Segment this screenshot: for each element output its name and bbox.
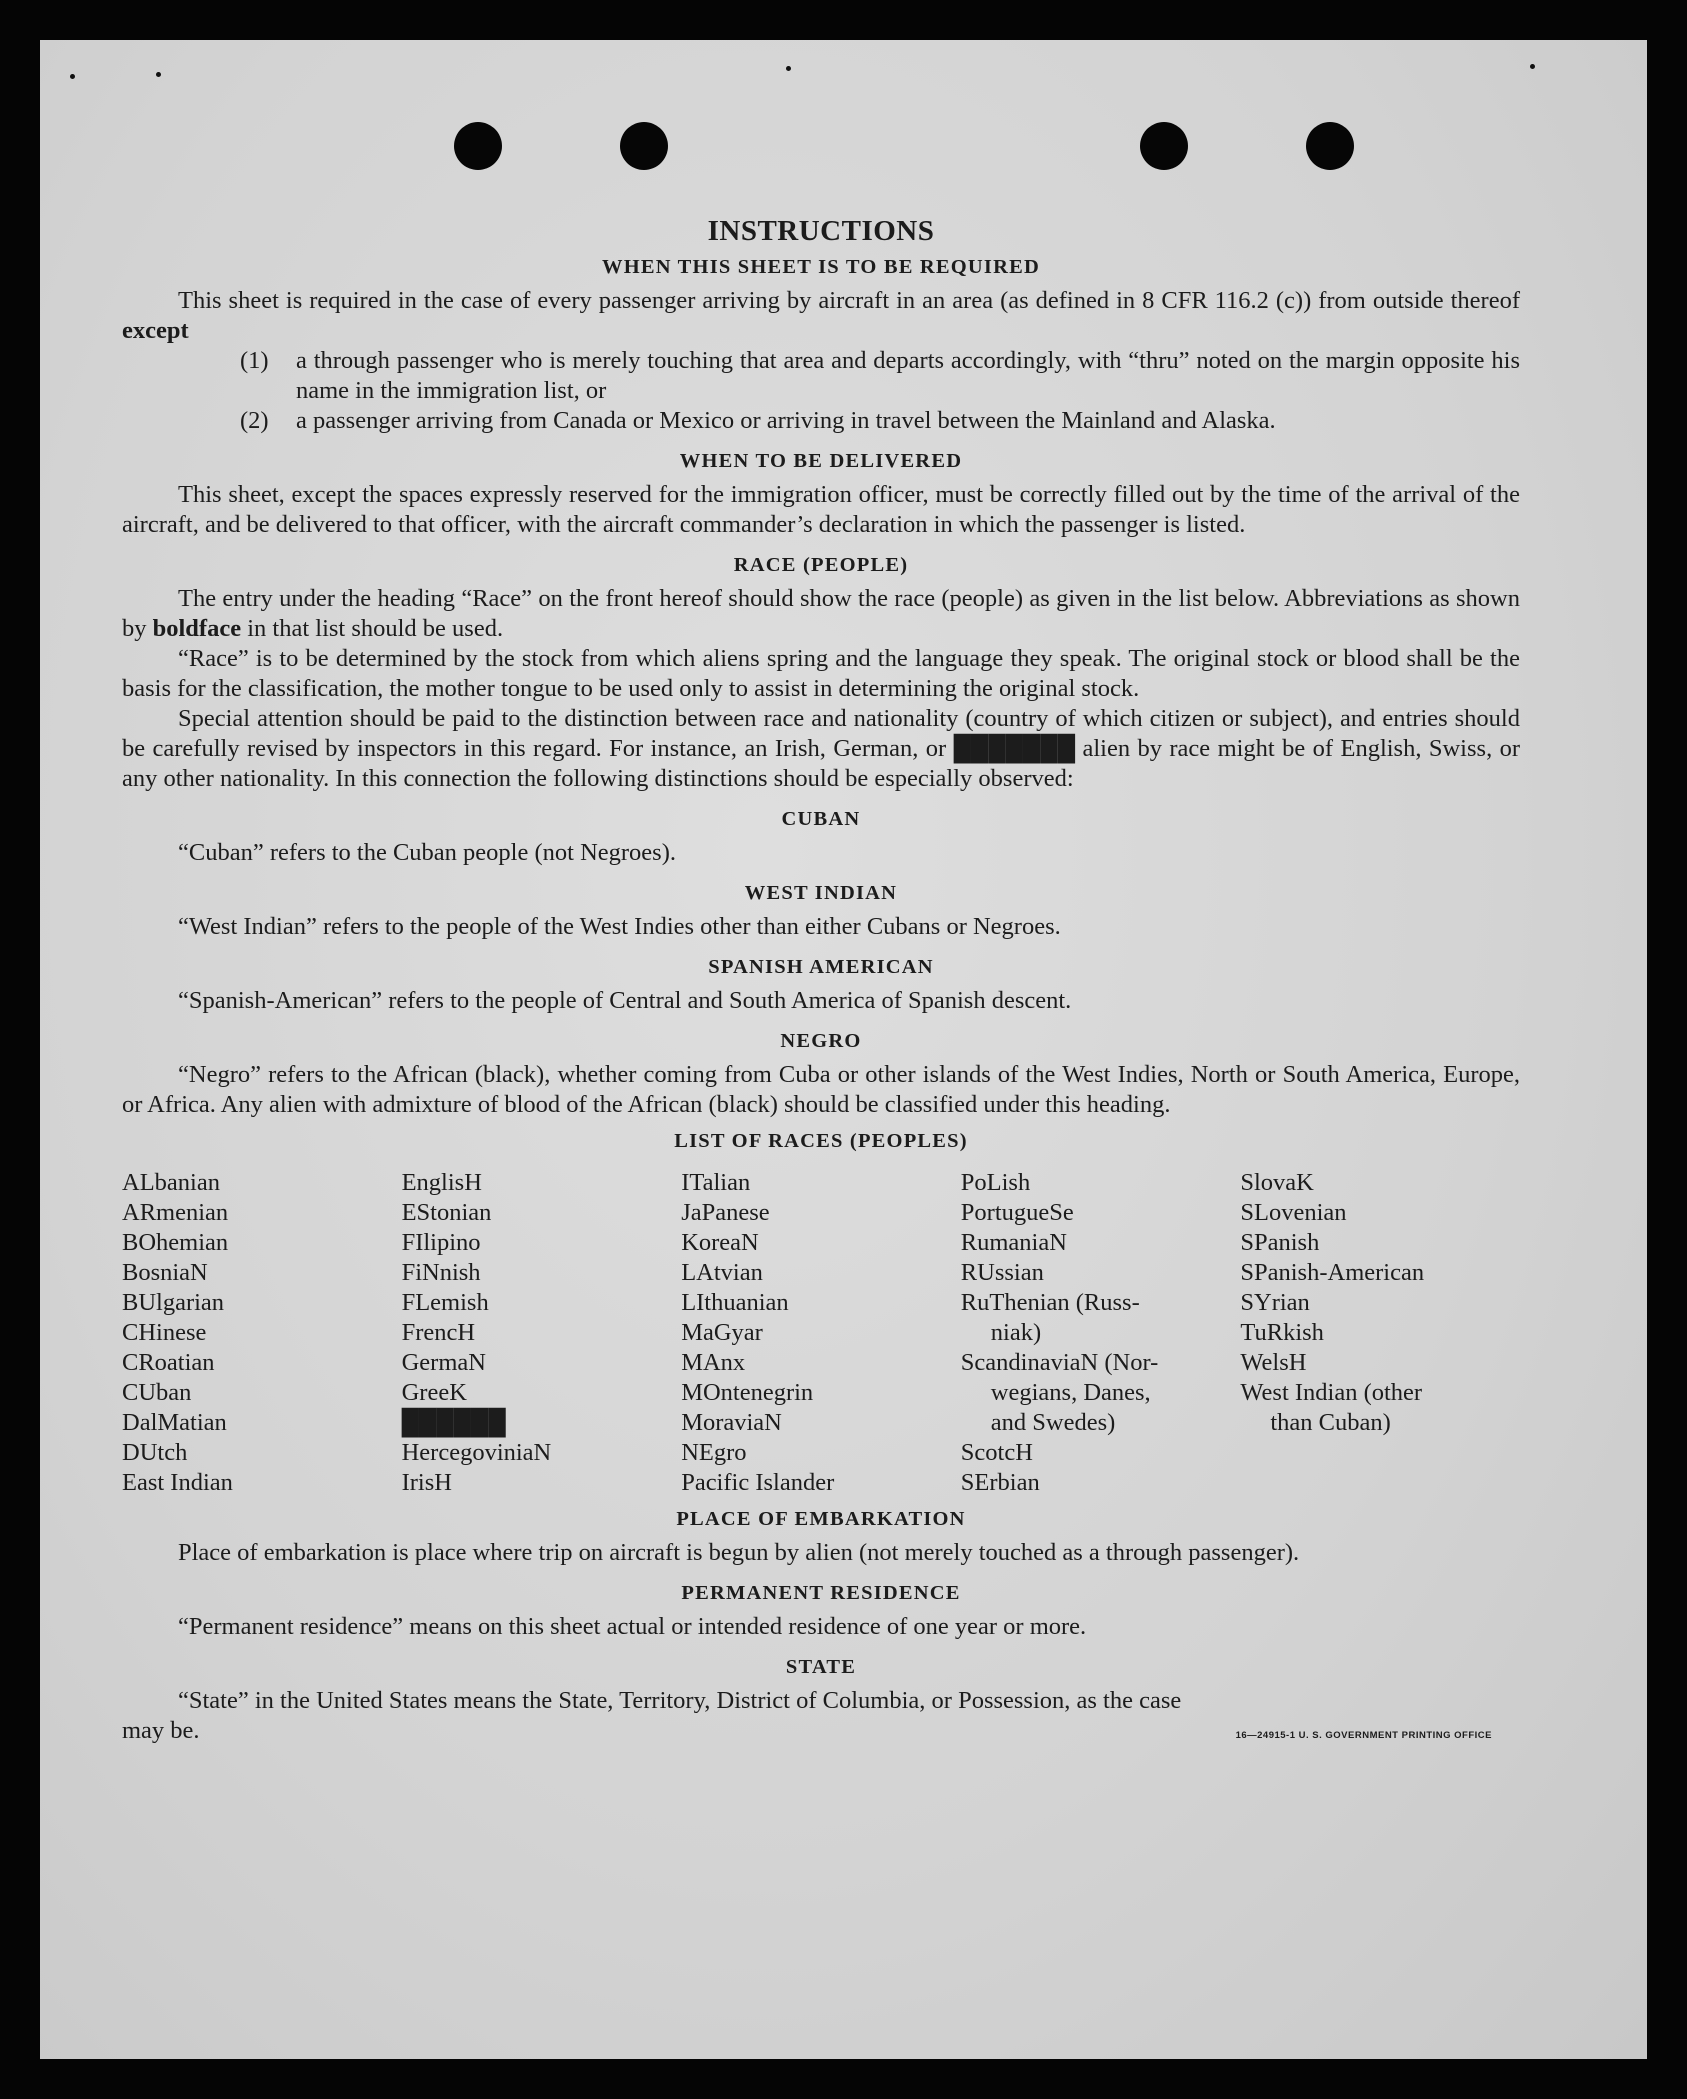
punch-hole xyxy=(620,122,668,170)
when-required-intro: This sheet is required in the case of every passenger arriving by aircraft in an area (as defined in 8 CFR 116.2 (c)) from outside thereof except xyxy=(122,287,1520,344)
state-footer-line xyxy=(122,1716,1520,1751)
races-list xyxy=(122,1168,1520,1498)
race-entry: GermaN xyxy=(401,1349,486,1376)
races-column xyxy=(402,1168,682,1498)
race-entry: RUssian xyxy=(960,1259,1044,1286)
instructions-content xyxy=(122,216,1520,1751)
race-entry: ScotcH xyxy=(960,1439,1033,1466)
race-paragraph-2: “Race” is to be determined by the stock from which aliens spring and the language they speak. The original stock or blood shall be the basis for the classification, the mother tongue to be used only to assist in determining the original stock. xyxy=(122,645,1520,702)
race-entry: DalMatian xyxy=(122,1409,227,1436)
race-entry: SYrian xyxy=(1240,1289,1310,1316)
document-sheet xyxy=(40,40,1647,2059)
race-entry: EnglisH xyxy=(401,1169,482,1196)
exception-item: (2) a passenger arriving from Canada or Mexico or arriving in travel between the Mainland and Alaska. xyxy=(240,407,1276,434)
negro-text: “Negro” refers to the African (black), whether coming from Cuba or other islands of the West Indies, North or South America, Europe, or Africa. Any alien with admixture of blood of the African (black) should be classified under this heading. xyxy=(122,1061,1520,1118)
dust-speck xyxy=(156,72,161,77)
state-heading: STATE xyxy=(785,1656,857,1678)
race-entry: SPanish-American xyxy=(1240,1259,1425,1286)
races-column xyxy=(681,1168,961,1498)
race-entry: RumaniaN xyxy=(960,1229,1067,1256)
races-column xyxy=(1240,1168,1520,1498)
race-entry: KoreaN xyxy=(681,1229,759,1256)
punch-hole xyxy=(1306,122,1354,170)
race-entry: IrisH xyxy=(401,1469,452,1496)
race-entry: RuThenian (Russ- xyxy=(960,1289,1140,1316)
embarkation-heading: PLACE OF EMBARKATION xyxy=(676,1508,966,1530)
race-entry: niak) xyxy=(990,1319,1042,1346)
when-required-heading: WHEN THIS SHEET IS TO BE REQUIRED xyxy=(602,256,1040,278)
race-entry: PortugueSe xyxy=(960,1199,1074,1226)
state-text-line1: “State” in the United States means the State, Territory, District of Columbia, or Possession, as the case xyxy=(178,1687,1182,1714)
race-entry: ITalian xyxy=(681,1169,751,1196)
race-entry: MoraviaN xyxy=(681,1409,782,1436)
race-entry: MOntenegrin xyxy=(681,1379,814,1406)
page-title: INSTRUCTIONS xyxy=(707,215,935,247)
race-entry: NEgro xyxy=(681,1439,747,1466)
race-entry: ALbanian xyxy=(122,1169,220,1196)
race-entry: HercegoviniaN xyxy=(401,1439,552,1466)
when-delivered-text: This sheet, except the spaces expressly reserved for the immigration officer, must be correctly filled out by the time of the arrival of the aircraft, and be delivered to that officer, with the aircraft commander’s declaration in which the passenger is listed. xyxy=(122,481,1520,538)
race-entry: ARmenian xyxy=(122,1199,229,1226)
spanish-american-text: “Spanish-American” refers to the people of Central and South America of Spanish descent. xyxy=(178,987,1072,1014)
race-entry: MaGyar xyxy=(681,1319,763,1346)
race-entry: JaPanese xyxy=(681,1199,770,1226)
cuban-heading: CUBAN xyxy=(781,808,861,830)
race-entry: TuRkish xyxy=(1240,1319,1324,1346)
race-entry: MAnx xyxy=(681,1349,746,1376)
exception-item: (1) a through passenger who is merely touching that area and departs accordingly, with “thru” noted on the margin opposite his name in the immigration list, or xyxy=(240,347,1520,404)
race-entry: PoLish xyxy=(960,1169,1031,1196)
race-entry: CUban xyxy=(122,1379,192,1406)
race-paragraph-3: Special attention should be paid to the distinction between race and nationality (country of which citizen or subject), and entries should be carefully revised by inspectors in this regard. For instance, an Irish, German, or ███████ alien by race might be of English, Swiss, or any other nationality. In this connection the following distinctions should be especially observed: xyxy=(122,705,1520,792)
race-entry: FIlipino xyxy=(401,1229,481,1256)
embarkation-text: Place of embarkation is place where trip on aircraft is begun by alien (not merely touched as a through passenger). xyxy=(178,1539,1300,1566)
race-entry: wegians, Danes, xyxy=(990,1379,1151,1406)
race-entry: WelsH xyxy=(1240,1349,1307,1376)
race-entry: and Swedes) xyxy=(990,1409,1116,1436)
race-entry: LAtvian xyxy=(681,1259,763,1286)
races-column xyxy=(122,1168,402,1498)
negro-heading: NEGRO xyxy=(780,1030,862,1052)
spanish-american-heading: SPANISH AMERICAN xyxy=(708,956,934,978)
race-paragraph-1: The entry under the heading “Race” on the front hereof should show the race (people) as given in the list below. Abbreviations as shown by boldface in that list should be used. xyxy=(122,585,1520,642)
race-entry: GreeK xyxy=(401,1379,467,1406)
races-column xyxy=(961,1168,1241,1498)
race-entry: SPanish xyxy=(1240,1229,1320,1256)
punch-hole xyxy=(454,122,502,170)
cuban-text: “Cuban” refers to the Cuban people (not Negroes). xyxy=(178,839,676,866)
dust-speck xyxy=(786,66,791,71)
race-entry: West Indian (other xyxy=(1240,1379,1423,1406)
race-entry: FLemish xyxy=(401,1289,489,1316)
residence-text: “Permanent residence” means on this sheet actual or intended residence of one year or more. xyxy=(178,1613,1087,1640)
residence-heading: PERMANENT RESIDENCE xyxy=(681,1582,961,1604)
race-entry: East Indian xyxy=(122,1469,233,1496)
west-indian-text: “West Indian” refers to the people of the West Indies other than either Cubans or Negroes. xyxy=(178,913,1061,940)
list-of-races-heading: LIST OF RACES (PEOPLES) xyxy=(674,1130,968,1152)
dust-speck xyxy=(70,74,75,79)
race-entry: EStonian xyxy=(401,1199,492,1226)
race-entry: BosniaN xyxy=(122,1259,208,1286)
race-entry: CHinese xyxy=(122,1319,207,1346)
race-heading: RACE (PEOPLE) xyxy=(733,554,909,576)
dust-speck xyxy=(1530,64,1535,69)
when-delivered-heading: WHEN TO BE DELIVERED xyxy=(679,450,963,472)
west-indian-heading: WEST INDIAN xyxy=(744,882,898,904)
race-entry: FrencH xyxy=(401,1319,476,1346)
race-entry: SErbian xyxy=(960,1469,1040,1496)
race-entry: SLovenian xyxy=(1240,1199,1347,1226)
race-entry: BOhemian xyxy=(122,1229,229,1256)
printing-office-imprint: 16—24915-1 U. S. GOVERNMENT PRINTING OFFICE xyxy=(1235,1730,1492,1741)
punch-hole xyxy=(1140,122,1188,170)
race-entry: DUtch xyxy=(122,1439,188,1466)
race-entry: LIthuanian xyxy=(681,1289,789,1316)
race-entry: SlovaK xyxy=(1240,1169,1314,1196)
race-entry: ScandinaviaN (Nor- xyxy=(960,1349,1159,1376)
race-entry: Pacific Islander xyxy=(681,1469,835,1496)
race-entry-redacted: ██████ xyxy=(401,1409,506,1436)
race-entry: than Cuban) xyxy=(1270,1409,1391,1436)
race-entry: CRoatian xyxy=(122,1349,215,1376)
race-entry: FiNnish xyxy=(401,1259,481,1286)
state-text-line2: may be. xyxy=(122,1717,200,1744)
race-entry: BUlgarian xyxy=(122,1289,225,1316)
